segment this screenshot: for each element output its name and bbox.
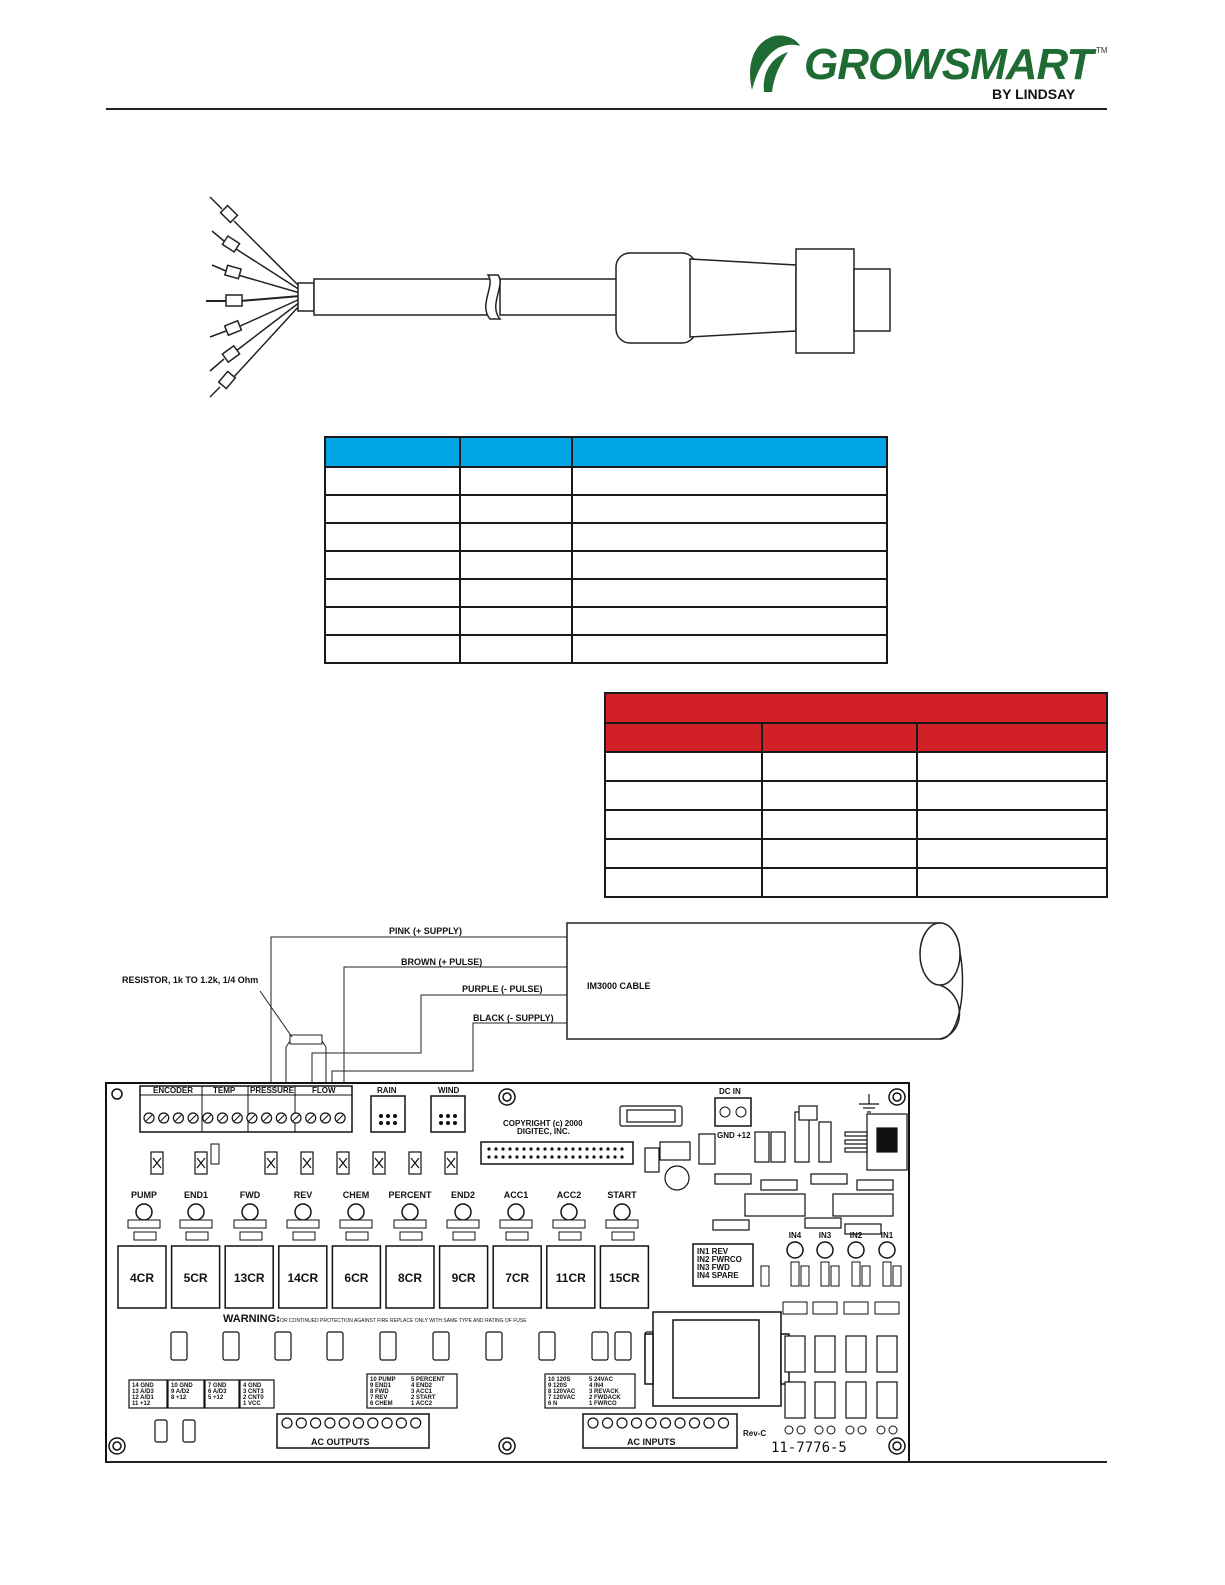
- input-legend-1: IN1 REV: [697, 1247, 729, 1256]
- tb2-legend-a-4: 7 REV: [370, 1395, 388, 1401]
- relay-label: 7CR: [505, 1271, 530, 1285]
- label-wind: WIND: [438, 1086, 460, 1095]
- tb2-legend-b-3: 3 ACC1: [411, 1389, 433, 1395]
- input-label-in3: IN3: [818, 1231, 832, 1240]
- ac-output-screw: [282, 1418, 292, 1428]
- label-encoder: ENCODER: [153, 1086, 194, 1095]
- tb1-legend-b-1: 5 24VAC: [589, 1377, 613, 1383]
- fuse: [275, 1332, 291, 1360]
- relay-label: 11CR: [555, 1271, 586, 1285]
- input-led: [787, 1242, 803, 1258]
- ac-output-screw: [311, 1418, 321, 1428]
- ac-input-screw: [675, 1418, 685, 1428]
- led-label-fwd: FWD: [239, 1190, 261, 1200]
- input-legend-4: IN4 SPARE: [697, 1271, 739, 1280]
- ac-input-screw: [719, 1418, 729, 1428]
- input-label-in4: IN4: [788, 1231, 802, 1240]
- tb1-legend-a-3: 8 120VAC: [548, 1389, 576, 1395]
- led-label-start: START: [607, 1190, 637, 1200]
- input-led: [817, 1242, 833, 1258]
- diode: [612, 1232, 634, 1240]
- relay-label: 14CR: [287, 1271, 319, 1285]
- transformer: [645, 1312, 789, 1406]
- fuse: [592, 1332, 608, 1360]
- ac-input-screw: [632, 1418, 642, 1428]
- circuit-board: [105, 1082, 910, 1464]
- warning-label: WARNING:: [223, 1313, 280, 1325]
- legend-d-4: 1 VCC: [243, 1401, 261, 1407]
- diode: [293, 1232, 315, 1240]
- legend-a-3: 12 A/D1: [132, 1395, 154, 1401]
- triac: [846, 1382, 866, 1418]
- relay-label: 13CR: [233, 1271, 265, 1285]
- part-number: 11-7776-5: [771, 1440, 847, 1456]
- tb1-legend-a-5: 6 N: [548, 1401, 558, 1407]
- cable-connector-drawing: [200, 195, 900, 405]
- label-temp: TEMP: [213, 1086, 236, 1095]
- legend-d-2: 3 CNT3: [243, 1389, 264, 1395]
- triac: [785, 1336, 805, 1372]
- tb2-legend-a-5: 6 CHEM: [370, 1401, 393, 1407]
- copyright: COPYRIGHT (c) 2000: [503, 1119, 583, 1128]
- legend-b-2: 9 A/D2: [171, 1389, 190, 1395]
- resistor-label: RESISTOR, 1k TO 1.2k, 1/4 Ohm: [122, 975, 259, 985]
- led-indicator: [136, 1204, 152, 1220]
- legend-a-2: 13 A/D3: [132, 1389, 154, 1395]
- diode: [400, 1232, 422, 1240]
- tb2-legend-a-2: 9 END1: [370, 1383, 392, 1389]
- ac-input-screw: [617, 1418, 627, 1428]
- tb1-legend-b-5: 1 FWRCO: [589, 1401, 617, 1407]
- brand-sub: BY LINDSAY: [992, 86, 1076, 102]
- tb2-legend-b-5: 1 ACC2: [411, 1401, 433, 1407]
- fuse: [171, 1332, 187, 1360]
- resistor: [180, 1220, 212, 1228]
- triac: [785, 1382, 805, 1418]
- ac-output-screw: [396, 1418, 406, 1428]
- resistor: [553, 1220, 585, 1228]
- fuse: [380, 1332, 396, 1360]
- input-label-in2: IN2: [849, 1231, 863, 1240]
- fuse-holder: [620, 1106, 682, 1126]
- ac-output-screw: [296, 1418, 306, 1428]
- led-indicator: [402, 1204, 418, 1220]
- legend-b-3: 8 +12: [171, 1395, 187, 1401]
- diode: [346, 1232, 368, 1240]
- relay-label: 6CR: [344, 1271, 369, 1285]
- legend-a-1: 14 GND: [132, 1383, 154, 1389]
- relay-label: 4CR: [129, 1271, 155, 1285]
- legend-a-4: 11 +12: [132, 1401, 151, 1407]
- tb2-legend-a-3: 8 FWD: [370, 1389, 389, 1395]
- led-indicator: [295, 1204, 311, 1220]
- diode: [240, 1232, 262, 1240]
- resistor: [234, 1220, 266, 1228]
- ac-output-screw: [368, 1418, 378, 1428]
- fuse: [223, 1332, 239, 1360]
- legend-d-3: 2 CNT0: [243, 1395, 264, 1401]
- label-ac-outputs: AC OUTPUTS: [311, 1437, 370, 1447]
- fuse: [327, 1332, 343, 1360]
- cable-label: IM3000 CABLE: [587, 981, 651, 991]
- resistor: [606, 1220, 638, 1228]
- company: DIGITEC, INC.: [517, 1127, 570, 1136]
- brand-name: GROWSMART: [804, 40, 1093, 89]
- tb2-legend-b-2: 4 END2: [411, 1383, 433, 1389]
- warning-text: FOR CONTINUED PROTECTION AGAINST FIRE REPLACE ONLY WITH SAME TYPE AND RATING OF FUSE: [277, 1318, 527, 1324]
- input-legend-2: IN2 FWRCO: [697, 1255, 742, 1264]
- wire-brown-label: BROWN (+ PULSE): [401, 957, 483, 967]
- resistor: [128, 1220, 160, 1228]
- led-label-end2: END2: [450, 1190, 476, 1200]
- leaf-logo-icon: [744, 34, 802, 94]
- diode: [559, 1232, 581, 1240]
- led-label-chem: CHEM: [342, 1190, 370, 1200]
- led-indicator: [614, 1204, 630, 1220]
- legend-c-3: 5 +12: [208, 1395, 224, 1401]
- triac: [846, 1336, 866, 1372]
- led-indicator: [561, 1204, 577, 1220]
- relay-label: 8CR: [397, 1271, 423, 1285]
- wire-black-label: BLACK (- SUPPLY): [473, 1013, 554, 1023]
- tb1-legend-a-2: 9 120S: [548, 1383, 568, 1389]
- relay-label: 9CR: [451, 1271, 476, 1285]
- diode: [453, 1232, 475, 1240]
- led-label-percent: PERCENT: [388, 1190, 432, 1200]
- ac-output-screw: [382, 1418, 392, 1428]
- trademark: TM: [1096, 46, 1108, 55]
- ac-output-screw: [354, 1418, 364, 1428]
- tb2-legend-b-1: 5 PERCENT: [411, 1377, 445, 1383]
- input-led: [848, 1242, 864, 1258]
- legend-b-1: 10 GND: [171, 1383, 193, 1389]
- tb1-legend-b-2: 4 IN4: [589, 1383, 604, 1389]
- resistor: [447, 1220, 479, 1228]
- ribbon-connector: [481, 1142, 633, 1164]
- tb1-legend-b-3: 3 REVACK: [589, 1389, 619, 1395]
- led-label-acc1: ACC1: [503, 1190, 529, 1200]
- led-label-end1: END1: [183, 1190, 209, 1200]
- ac-input-screw: [661, 1418, 671, 1428]
- resistor: [287, 1220, 319, 1228]
- triac: [815, 1382, 835, 1418]
- triac: [877, 1382, 897, 1418]
- wire-pink-label: PINK (+ SUPPLY): [389, 926, 462, 936]
- led-indicator: [508, 1204, 524, 1220]
- led-label-pump: PUMP: [130, 1190, 158, 1200]
- header-rule: [106, 108, 1107, 110]
- led-label-acc2: ACC2: [556, 1190, 582, 1200]
- tb1-legend-a-1: 10 120S: [548, 1377, 571, 1383]
- ac-output-screw: [339, 1418, 349, 1428]
- ac-input-screw: [588, 1418, 598, 1428]
- label-gnd-12: GND +12: [717, 1131, 751, 1140]
- ac-input-screw: [704, 1418, 714, 1428]
- tb2-legend-a-1: 10 PUMP: [370, 1377, 396, 1383]
- legend-c-2: 6 A/D3: [208, 1389, 227, 1395]
- label-flow: FLOW: [312, 1086, 336, 1095]
- label-dc-in: DC IN: [719, 1087, 741, 1096]
- led-indicator: [455, 1204, 471, 1220]
- ac-input-screw: [646, 1418, 656, 1428]
- label-rain: RAIN: [377, 1086, 397, 1095]
- ac-output-screw: [411, 1418, 421, 1428]
- led-indicator: [242, 1204, 258, 1220]
- relay-label: 5CR: [183, 1271, 208, 1285]
- tb2-legend-b-4: 2 START: [411, 1395, 436, 1401]
- led-indicator: [188, 1204, 204, 1220]
- diode: [506, 1232, 528, 1240]
- ac-input-screw: [690, 1418, 700, 1428]
- label-ac-inputs: AC INPUTS: [627, 1437, 676, 1447]
- fuse: [433, 1332, 449, 1360]
- input-legend-3: IN3 FWD: [697, 1263, 730, 1272]
- label-pressure: PRESSURE: [250, 1086, 295, 1095]
- input-label-in1: IN1: [880, 1231, 894, 1240]
- ac-output-screw: [325, 1418, 335, 1428]
- led-indicator: [348, 1204, 364, 1220]
- triac: [815, 1336, 835, 1372]
- connection-table: [604, 692, 1108, 898]
- resistor: [340, 1220, 372, 1228]
- fuse: [486, 1332, 502, 1360]
- relay-label: 15CR: [609, 1271, 640, 1285]
- resistor: [394, 1220, 426, 1228]
- led-label-rev: REV: [293, 1190, 313, 1200]
- wire-color-table: [324, 436, 888, 664]
- wire-purple-label: PURPLE (- PULSE): [462, 984, 543, 994]
- label-revision: Rev-C: [743, 1429, 767, 1438]
- footer-rule: [106, 1461, 1107, 1463]
- ac-input-screw: [603, 1418, 613, 1428]
- diode: [134, 1232, 156, 1240]
- wiring-diagram: [100, 915, 970, 1085]
- diode: [186, 1232, 208, 1240]
- legend-c-1: 7 GND: [208, 1383, 227, 1389]
- tb1-legend-a-4: 7 120VAC: [548, 1395, 576, 1401]
- input-led: [879, 1242, 895, 1258]
- triac: [877, 1336, 897, 1372]
- resistor: [500, 1220, 532, 1228]
- fuse: [539, 1332, 555, 1360]
- legend-d-1: 4 GND: [243, 1383, 262, 1389]
- tb1-legend-b-4: 2 FWDACK: [589, 1395, 621, 1401]
